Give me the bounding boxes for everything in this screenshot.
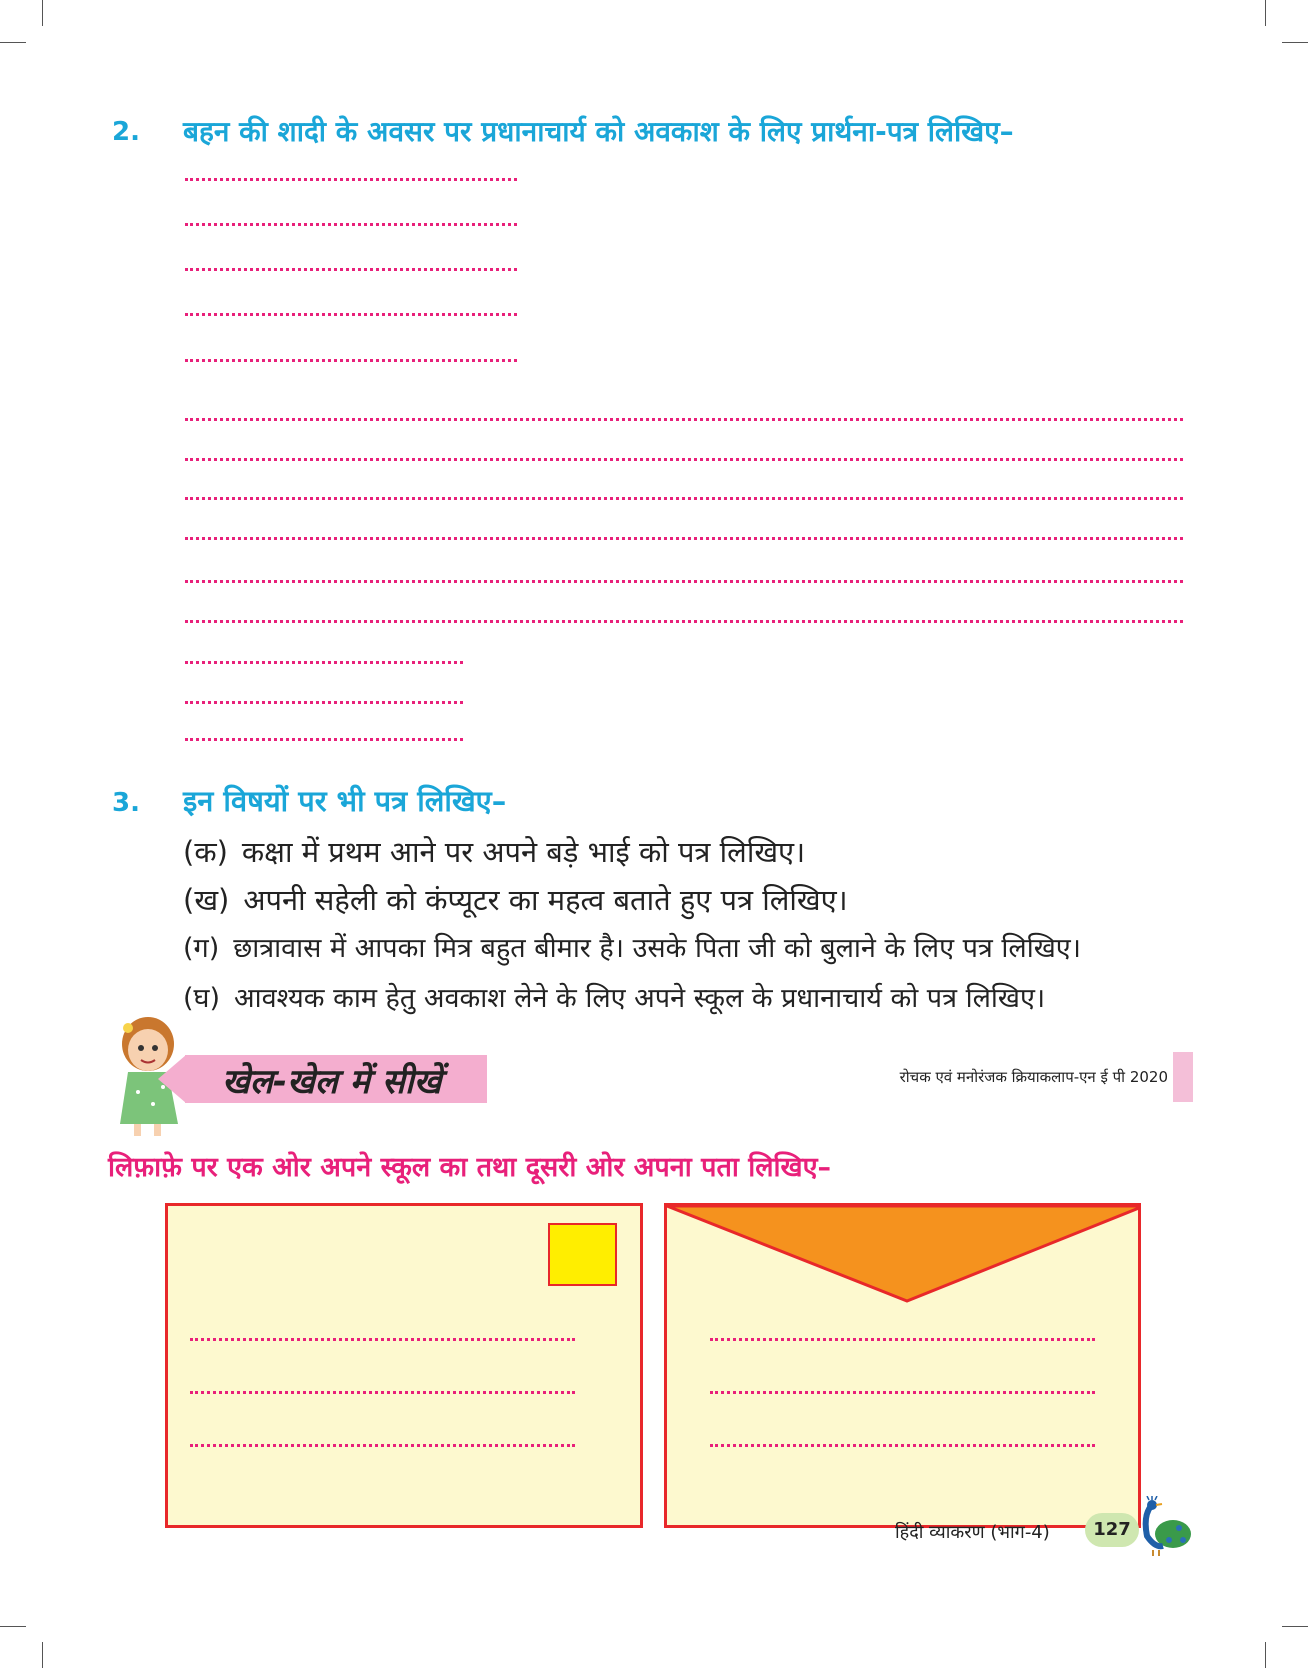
list-item-mark: (ग) (183, 933, 220, 964)
envelope-instruction: लिफ़ाफ़े पर एक ओर अपने स्कूल का तथा दूसरी ओर अपना पता लिखिए– (108, 1152, 832, 1183)
address-line[interactable] (710, 1338, 1095, 1341)
list-item-text: कक्षा में प्रथम आने पर अपने बड़े भाई को पत्र लिखिए। (241, 835, 806, 869)
book-title: हिंदी व्याकरण (भाग-4) (895, 1522, 1050, 1543)
page-number: 127 (1085, 1513, 1139, 1547)
list-item (183, 832, 805, 871)
banner-pointer (158, 1055, 186, 1103)
crop-mark (42, 0, 43, 26)
list-item-text: आवश्यक काम हेतु अवकाश लेने के लिए अपने स्कूल के प्रधानाचार्य को पत्र लिखिए। (234, 983, 1046, 1014)
crop-mark (0, 1626, 26, 1627)
crop-mark (0, 42, 26, 43)
writing-line (185, 738, 463, 741)
question-2-number: 2. (112, 117, 140, 147)
writing-line (185, 661, 463, 664)
crop-mark (42, 1642, 43, 1668)
list-item (183, 978, 1045, 1015)
activity-banner-text: खेल-खेल में सीखें (222, 1062, 442, 1102)
writing-line (185, 537, 1183, 540)
writing-line (185, 497, 1183, 500)
envelope-right (664, 1203, 1141, 1528)
writing-line (185, 458, 1183, 461)
address-line[interactable] (710, 1444, 1095, 1447)
writing-line (185, 701, 463, 704)
crop-mark (1282, 42, 1308, 43)
writing-line (185, 620, 1183, 623)
writing-line (185, 268, 517, 271)
list-item (183, 928, 1081, 965)
list-item-mark: (घ) (183, 983, 221, 1014)
list-item-text: छात्रावास में आपका मित्र बहुत बीमार है। उसके पिता जी को बुलाने के लिए पत्र लिखिए। (233, 933, 1081, 964)
writing-line (185, 359, 517, 362)
address-line[interactable] (190, 1444, 575, 1447)
list-item (183, 880, 848, 919)
writing-line (185, 418, 1183, 421)
list-item-mark: (क) (183, 835, 228, 869)
address-line[interactable] (190, 1391, 575, 1394)
side-tab (1173, 1052, 1193, 1102)
question-3-number: 3. (112, 788, 140, 818)
question-2-text: बहन की शादी के अवसर पर प्रधानाचार्य को अवकाश के लिए प्रार्थना-पत्र लिखिए– (183, 115, 1014, 148)
envelope-left (165, 1203, 643, 1528)
writing-line (185, 223, 517, 226)
source-note: रोचक एवं मनोरंजक क्रियाकलाप-एन ई पी 2020 (899, 1068, 1168, 1086)
writing-line (185, 313, 517, 316)
crop-mark (1282, 1626, 1308, 1627)
crop-mark (1265, 0, 1266, 26)
list-item-mark: (ख) (183, 883, 230, 917)
list-item-text: अपनी सहेली को कंप्यूटर का महत्व बताते हुए पत्र लिखिए। (243, 883, 848, 917)
postage-stamp (548, 1223, 617, 1286)
address-line[interactable] (190, 1338, 575, 1341)
writing-line (185, 178, 517, 181)
envelope-flap (667, 1206, 1141, 1306)
address-line[interactable] (710, 1391, 1095, 1394)
writing-line (185, 580, 1183, 583)
peacock-icon (1133, 1496, 1193, 1558)
question-3-text: इन विषयों पर भी पत्र लिखिए– (183, 784, 507, 818)
crop-mark (1265, 1642, 1266, 1668)
